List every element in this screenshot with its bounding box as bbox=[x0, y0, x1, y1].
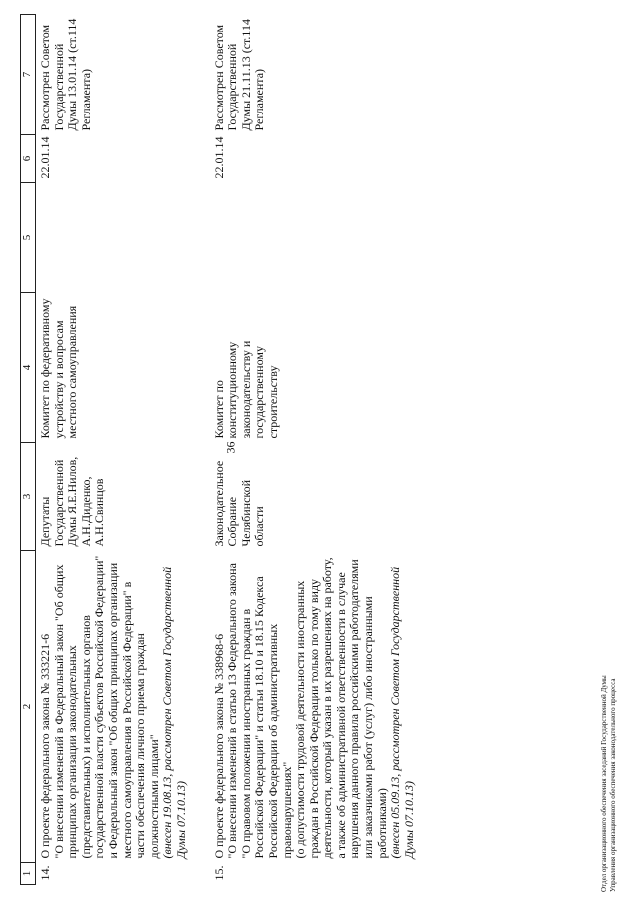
bill-title: О проекте федерального закона № 338968-6 bbox=[211, 633, 226, 859]
bill-committee: Комитет по федеративному устройству и вопросам местного самоуправления bbox=[38, 298, 80, 439]
table-row bbox=[36, 15, 189, 885]
table-row bbox=[210, 15, 417, 885]
bill-introduced: (внесен 19.08.13, рассмотрен Советом Государственной Думы 07.10.13) bbox=[160, 566, 188, 859]
bill-date: 22.01.14 bbox=[38, 136, 52, 179]
page-footer bbox=[600, 675, 618, 892]
column-header-4: 4 bbox=[21, 293, 36, 443]
bill-description: "О внесении изменений в Федеральный закон "Об общих принципах организации законодательных (представительных) и исполнительных органов государственной власти субъектов Российской Федерации" и Федеральный закон "Об общих принципах организации местного самоуправления в Российской Федерации" в части обеспечения личного приема граждан должностными лицами" bbox=[51, 555, 161, 859]
bills-table bbox=[20, 14, 416, 885]
column-header-7: 7 bbox=[21, 15, 36, 135]
column-header-1: 1 bbox=[21, 863, 36, 885]
bill-author: Депутаты Государственной Думы Я.Е.Нилов, А.Н.Диденко, А.Н.Свинцов bbox=[38, 456, 107, 547]
bill-committee: Комитет по конституционному законодательству и государственному строительству bbox=[211, 340, 280, 439]
column-number-row bbox=[21, 15, 36, 885]
bill-cell bbox=[210, 551, 417, 863]
footer-line-2: Управления организационного обеспечения законодательного процесса bbox=[609, 678, 617, 892]
bill-description: "О внесении изменений в статью 13 Федерального закона "О правовом положении иностранных граждан в Российской Федерации" и статьи 18.10 и 18.15 Кодекса Российской Федерации об административных правонарушениях" bbox=[225, 563, 294, 859]
bill-status: Рассмотрен Советом Государственной Думы 13.01.14 (ст.114 Регламента) bbox=[38, 18, 93, 131]
bill-col5 bbox=[36, 183, 189, 293]
footer-line-1: Отдел организационного обеспечения заседаний Государственной Думы bbox=[600, 675, 608, 892]
column-header-3: 3 bbox=[21, 443, 36, 551]
column-header-5: 5 bbox=[21, 183, 36, 293]
bills-document bbox=[20, 15, 416, 885]
bill-title: О проекте федерального закона № 333221-6 bbox=[38, 633, 52, 859]
bill-author: Законодательное Собрание Челябинской области bbox=[211, 460, 267, 547]
row-number: 14. bbox=[38, 865, 52, 881]
column-header-6: 6 bbox=[21, 135, 36, 183]
bill-col5 bbox=[210, 183, 417, 293]
bill-date: 22.01.14 bbox=[211, 136, 226, 179]
page-number: 36 bbox=[223, 441, 238, 454]
bill-status: Рассмотрен Советом Государственной Думы 21.11.13 (ст.114 Регламента) bbox=[211, 19, 267, 131]
bill-note: (о допустимости трудовой деятельности иностранных граждан в Российской Федерации только по тому виду деятельности, который указан в их разрешениях на работу, а также об административной ответственности в случае нарушения данного правила российскими работодателями или заказчиками работ (услуг) либо иностранными работниками) bbox=[293, 557, 389, 859]
column-header-2: 2 bbox=[21, 551, 36, 863]
bill-introduced: (внесен 05.09.13, рассмотрен Советом Государственной Думы 07.10.13) bbox=[388, 566, 416, 859]
bill-cell bbox=[36, 551, 189, 863]
row-number: 15. bbox=[211, 865, 226, 881]
row-spacer bbox=[189, 15, 210, 885]
